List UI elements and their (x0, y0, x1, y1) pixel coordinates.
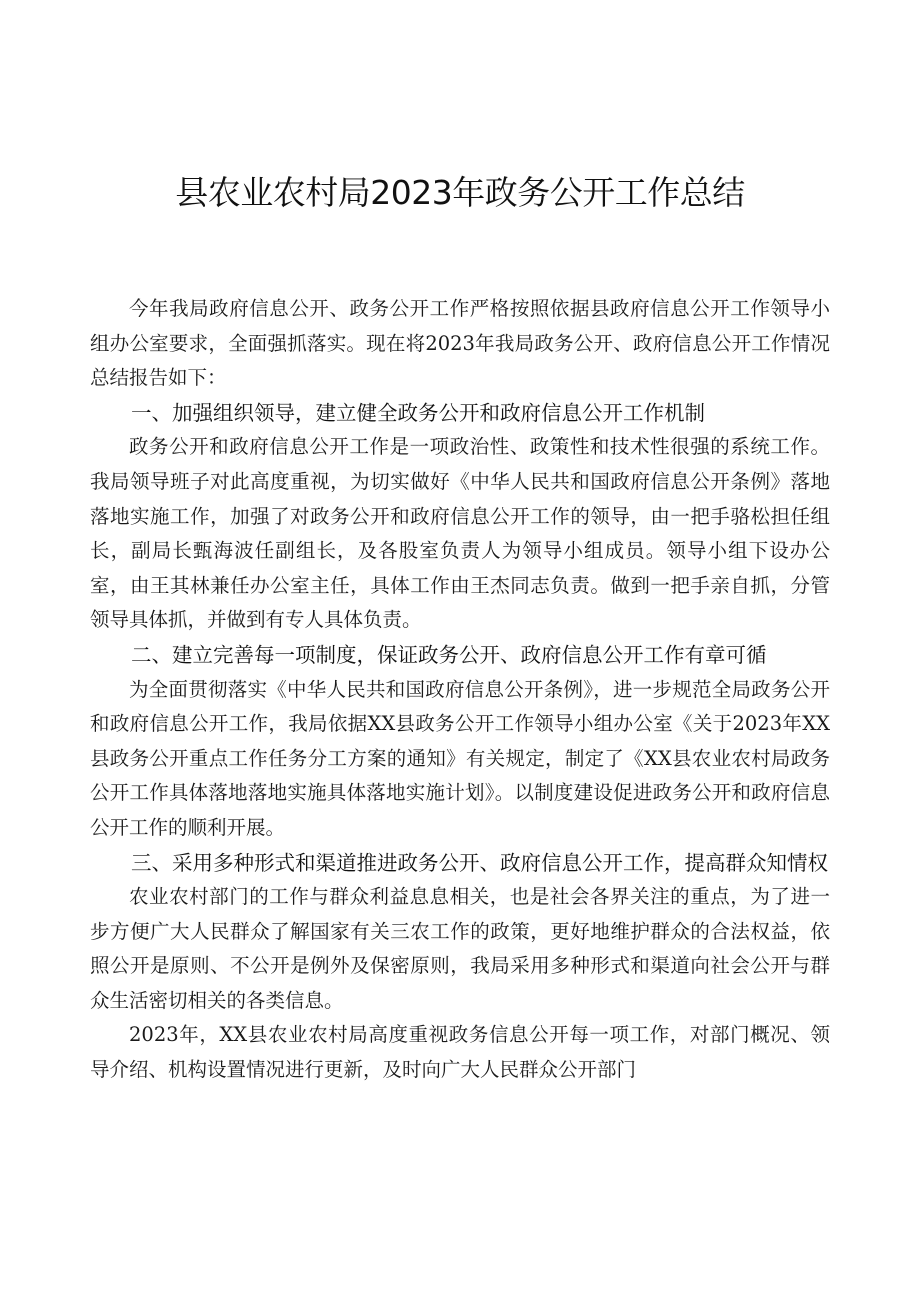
section-1-paragraph: 政务公开和政府信息公开工作是一项政治性、政策性和技术性很强的系统工作。我局领导班子对此高度重视，为切实做好《中华人民共和国政府信息公开条例》落地落地实施工作，加强了对政务公开和政府信息公开工作的领导，由一把手骆松担任组长，副局长甄海波任副组长，及各股室负责人为领导小组成员。领导小组下设办公室，由王其林兼任办公室主任，具体工作由王杰同志负责。做到一把手亲自抓，分管领导具体抓，并做到有专人具体负责。 (90, 435, 830, 632)
section-2-heading: 二、建立完善每一项制度，保证政务公开、政府信息公开工作有章可循 (131, 642, 767, 667)
document-title: 县农业农村局2023年政务公开工作总结 (175, 173, 745, 212)
section-3-paragraph-2: 2023年，XX县农业农村局高度重视政务信息公开每一项工作，对部门概况、领导介绍、机构设置情况进行更新，及时向广大人民群众公开部门 (90, 1023, 830, 1082)
section-1-heading: 一、加强组织领导，建立健全政务公开和政府信息公开工作机制 (131, 400, 705, 425)
section-3-paragraph-1: 农业农村部门的工作与群众利益息息相关，也是社会各界关注的重点，为了进一步方便广大人民群众了解国家有关三农工作的政策，更好地维护群众的合法权益，依照公开是原则、不公开是例外及保密原则，我局采用多种形式和渠道向社会公开与群众生活密切相关的各类信息。 (90, 885, 830, 1012)
section-3-heading: 三、采用多种形式和渠道推进政务公开、政府信息公开工作，提高群众知情权 (131, 850, 828, 875)
section-2-paragraph: 为全面贯彻落实《中华人民共和国政府信息公开条例》，进一步规范全局政务公开和政府信息公开工作，我局依据XX县政务公开工作领导小组办公室《关于2023年XX县政务公开重点工作任务分工方案的通知》有关规定，制定了《XX县农业农村局政务公开工作具体落地落地实施具体落地实施计划》。以制度建设促进政务公开和政府信息公开工作的顺利开展。 (90, 677, 830, 839)
intro-paragraph: 今年我局政府信息公开、政务公开工作严格按照依据县政府信息公开工作领导小组办公室要求，全面强抓落实。现在将2023年我局政务公开、政府信息公开工作情况总结报告如下： (90, 297, 830, 390)
document-body (90, 292, 830, 1088)
